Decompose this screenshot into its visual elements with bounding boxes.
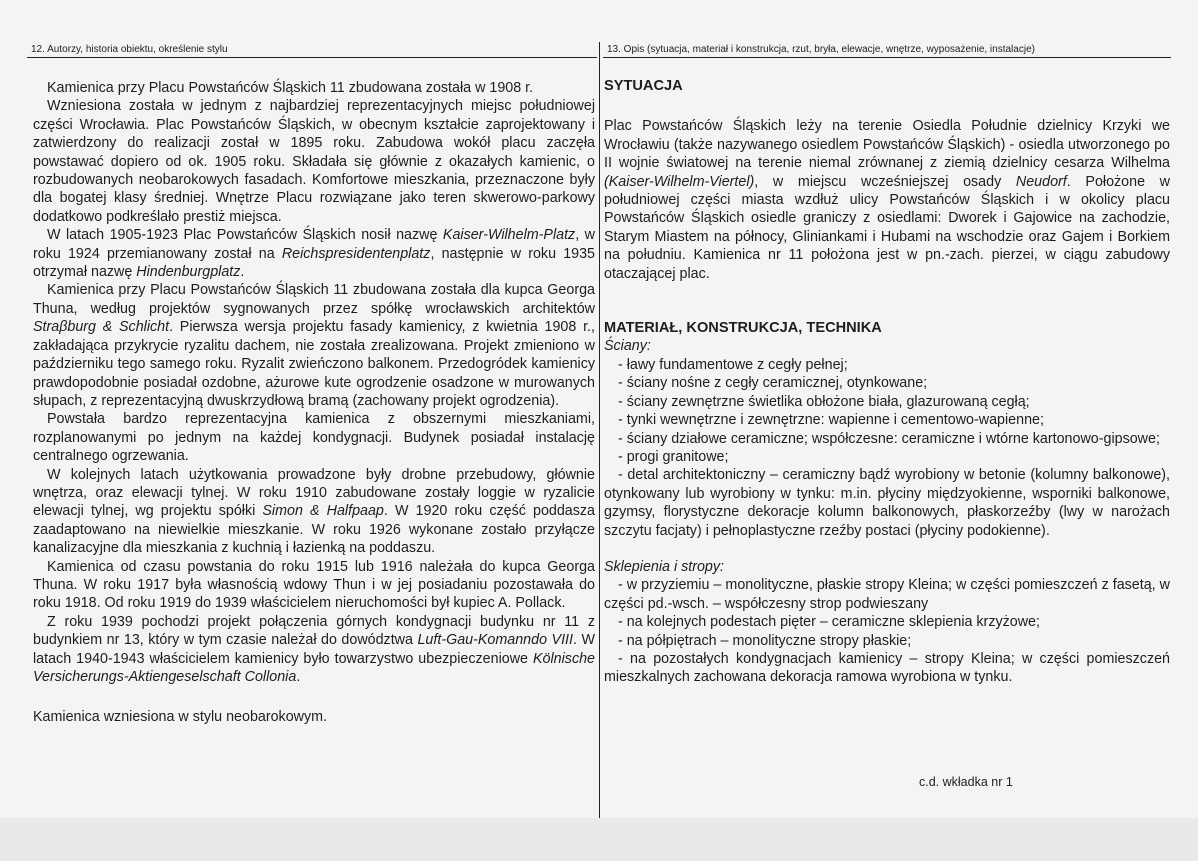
paragraph-construction-date: Kamienica przy Placu Powstańców Śląskich 11 zbudowana została w 1908 r. xyxy=(47,80,534,96)
paragraph-owners: Kamienica od czasu powstania do roku 1915 lub 1916 należała do kupca Georga Thuna. W roku 1917 była własnością wdowy Thun i w jej posiadaniu pozostawała do roku 1918. Od roku 1919 do 1939 właścicielem nieruchomości był kupiec A. Pollack. xyxy=(33,558,595,612)
section-13-header: 13. Opis (sytuacja, materiał i konstrukcja, rzut, bryła, elewacje, wnętrze, wyposażenie, instalacje) xyxy=(607,44,1035,55)
paragraph-1939: Z roku 1939 pochodzi projekt połączenia górnych kondygnacji budynku nr 11 z budynkiem nr 13, który w tym czasie należał do dowództwa Luft-Gau-Komanndo VIII. W latach 1940-1943 właścicielem kamienicy było towarzystwo ubezpieczeniowe Kölnische Versicherungs-Aktiengeselschaft Collonia. xyxy=(33,613,595,685)
walls-item: - detal architektoniczny – ceramiczny bądź wyrobiony w betonie (kolumny balkonowe), otynkowany lub wyrobiony w tynku: m.in. płyciny międzyokienne, wsporniki balkonowe, gzymsy, florystyczne dekoracje kolumn balkonowych, płaskorzeźby (lwy w narożach szczytu facjaty) i pełnoplastyczne rzeźby postaci (płyciny podokienne). xyxy=(604,467,1170,539)
paragraph-apartments: Powstała bardzo reprezentacyjna kamienica z obszernymi mieszkaniami, rozplanowanymi po jednym na każdej kondygnacji. Budynek posiadał instalację centralnego ogrzewania. xyxy=(33,411,595,465)
section-12-header: 12. Autorzy, historia obiektu, określenie stylu xyxy=(31,44,228,55)
paragraph-location: Wzniesiona została w jednym z najbardziej reprezentacyjnych miejsc południowej części Wrocławia. Plac Powstańców Śląskich, w obecnym kształcie zaprojektowany i zatwierdzony do realizacji został w 1895 roku. Zabudowa wokół placu zaczęła powstawać dopiero od ok. 1905 roku. Składała się głównie z okazałych kamienic, o rozbudowanych neobarokowych fasadach. Komfortowe mieszkania, przeznaczone były dla bogatej klasy średniej. Wnętrze Placu rozwiązane jako teren skwerowo-parkowy dodatkowo podkreślało prestiż miejsca. xyxy=(33,98,595,225)
style-statement: Kamienica wzniesiona w stylu neobarokowym. xyxy=(33,709,328,726)
vaults-label: Sklepienia i stropy: xyxy=(604,558,724,575)
vaults-item: - w przyziemiu – monolityczne, płaskie stropy Kleina; w części pomieszczeń z fasetą, w części pd.-wsch. – współczesny strop podwieszany xyxy=(604,577,1170,612)
section-title-material: MATERIAŁ, KONSTRUKCJA, TECHNIKA xyxy=(604,320,882,337)
walls-item: - ściany nośne z cegły ceramicznej, otynkowane; xyxy=(618,375,928,392)
walls-item: - progi granitowe; xyxy=(618,448,729,465)
history-column xyxy=(33,79,595,727)
column-divider xyxy=(599,42,600,818)
header-rule-right xyxy=(603,57,1171,58)
continued-note: c.d. wkładka nr 1 xyxy=(919,775,1013,789)
header-rule-left xyxy=(27,57,597,58)
vaults-item: - na kolejnych podestach pięter – ceramiczne sklepienia krzyżowe; xyxy=(618,614,1040,631)
vaults-item: - na pozostałych kondygnacjach kamienicy – stropy Kleina; w części pomieszczeń mieszkalnych zachowana dekoracja ramowa wyrobiona w tynku. xyxy=(604,650,1170,686)
description-column xyxy=(604,77,1170,687)
walls-item: - ściany działowe ceramiczne; współczesne: ceramiczne i wtórne kartonowo-gipsowe; xyxy=(618,430,1160,447)
paragraph-architects: Kamienica przy Placu Powstańców Śląskich 11 zbudowana została dla kupca Georga Thuna, według projektów sygnowanych przez spółkę wrocławskich architektów Straβburg & Schlicht. Pierwsza wersja projektu fasady kamienicy, z kwietnia 1908 r., zakładająca przykrycie ryzalitu dachem, nie została zrealizowana. Projekt zmieniono w październiku tego samego roku. Ryzalit zwieńczono balkonem. Przedogródek kamienicy prawdopodobnie posiadał ozdobne, ażurowe kute ogrodzenie osadzone w murowanych słupach, z reprezentacyjną dwuskrzydłową bramą (zachowany projekt ogrodzenia). xyxy=(33,282,595,409)
walls-item: - tynki wewnętrzne i zewnętrzne: wapienne i cementowo-wapienne; xyxy=(618,412,1044,429)
page-bottom-margin xyxy=(0,818,1198,861)
paragraph-alterations: W kolejnych latach użytkowania prowadzone były drobne przebudowy, głównie wnętrza, oraz elewacji tylnej. W roku 1910 zabudowane zostały loggie w ryzalicie elewacji tylnej, wg projektu spółki Simon & Halfpaap. W 1920 roku część poddasza zaadaptowano na niewielkie mieszkanie. W roku 1926 wykonane zostało przyłącze kanalizacyjne dla mieszkania z kuchnią i łazienką na poddaszu. xyxy=(33,466,595,557)
walls-item: - ławy fundamentowe z cegły pełnej; xyxy=(618,356,848,373)
walls-item: - ściany zewnętrzne świetlika obłożone biała, glazurowaną cegłą; xyxy=(618,393,1030,410)
paragraph-square-names: W latach 1905-1923 Plac Powstańców Śląskich nosił nazwę Kaiser-Wilhelm-Platz, w roku 1924 przemianowany został na Reichspresidentenplatz, następnie w roku 1935 otrzymał nazwę Hindenburgplatz. xyxy=(33,227,596,281)
section-title-situation: SYTUACJA xyxy=(604,78,683,94)
walls-label: Ściany: xyxy=(604,338,651,355)
vaults-item: - na półpiętrach – monolityczne stropy płaskie; xyxy=(618,632,912,649)
paragraph-situation: Plac Powstańców Śląskich leży na terenie Osiedla Południe dzielnicy Krzyki we Wrocławiu (także nazywanego osiedlem Powstańców Śląskich) - osiedla utworzonego po II wojnie światowej na terenie niemal zrównanej z ziemią dzielnicy cesarza Wilhelma (Kaiser-Wilhelm-Viertel), w miejscu wcześniejszej osady Neudorf. Położone w południowej części miasta wzdłuż ulicy Powstańców Śląskich i w okolicy placu Powstańców Śląskich osiedle graniczy z osiedlami: Dworek i Gajowice na zachodzie, Starym Miastem na północy, Gliniankami i Hubami na wschodzie oraz Gajem i Borkiem na południu. Kamienica nr 11 położona jest w pn.-zach. pierzei, w ciągu zabudowy otaczającej plac. xyxy=(604,118,1171,282)
